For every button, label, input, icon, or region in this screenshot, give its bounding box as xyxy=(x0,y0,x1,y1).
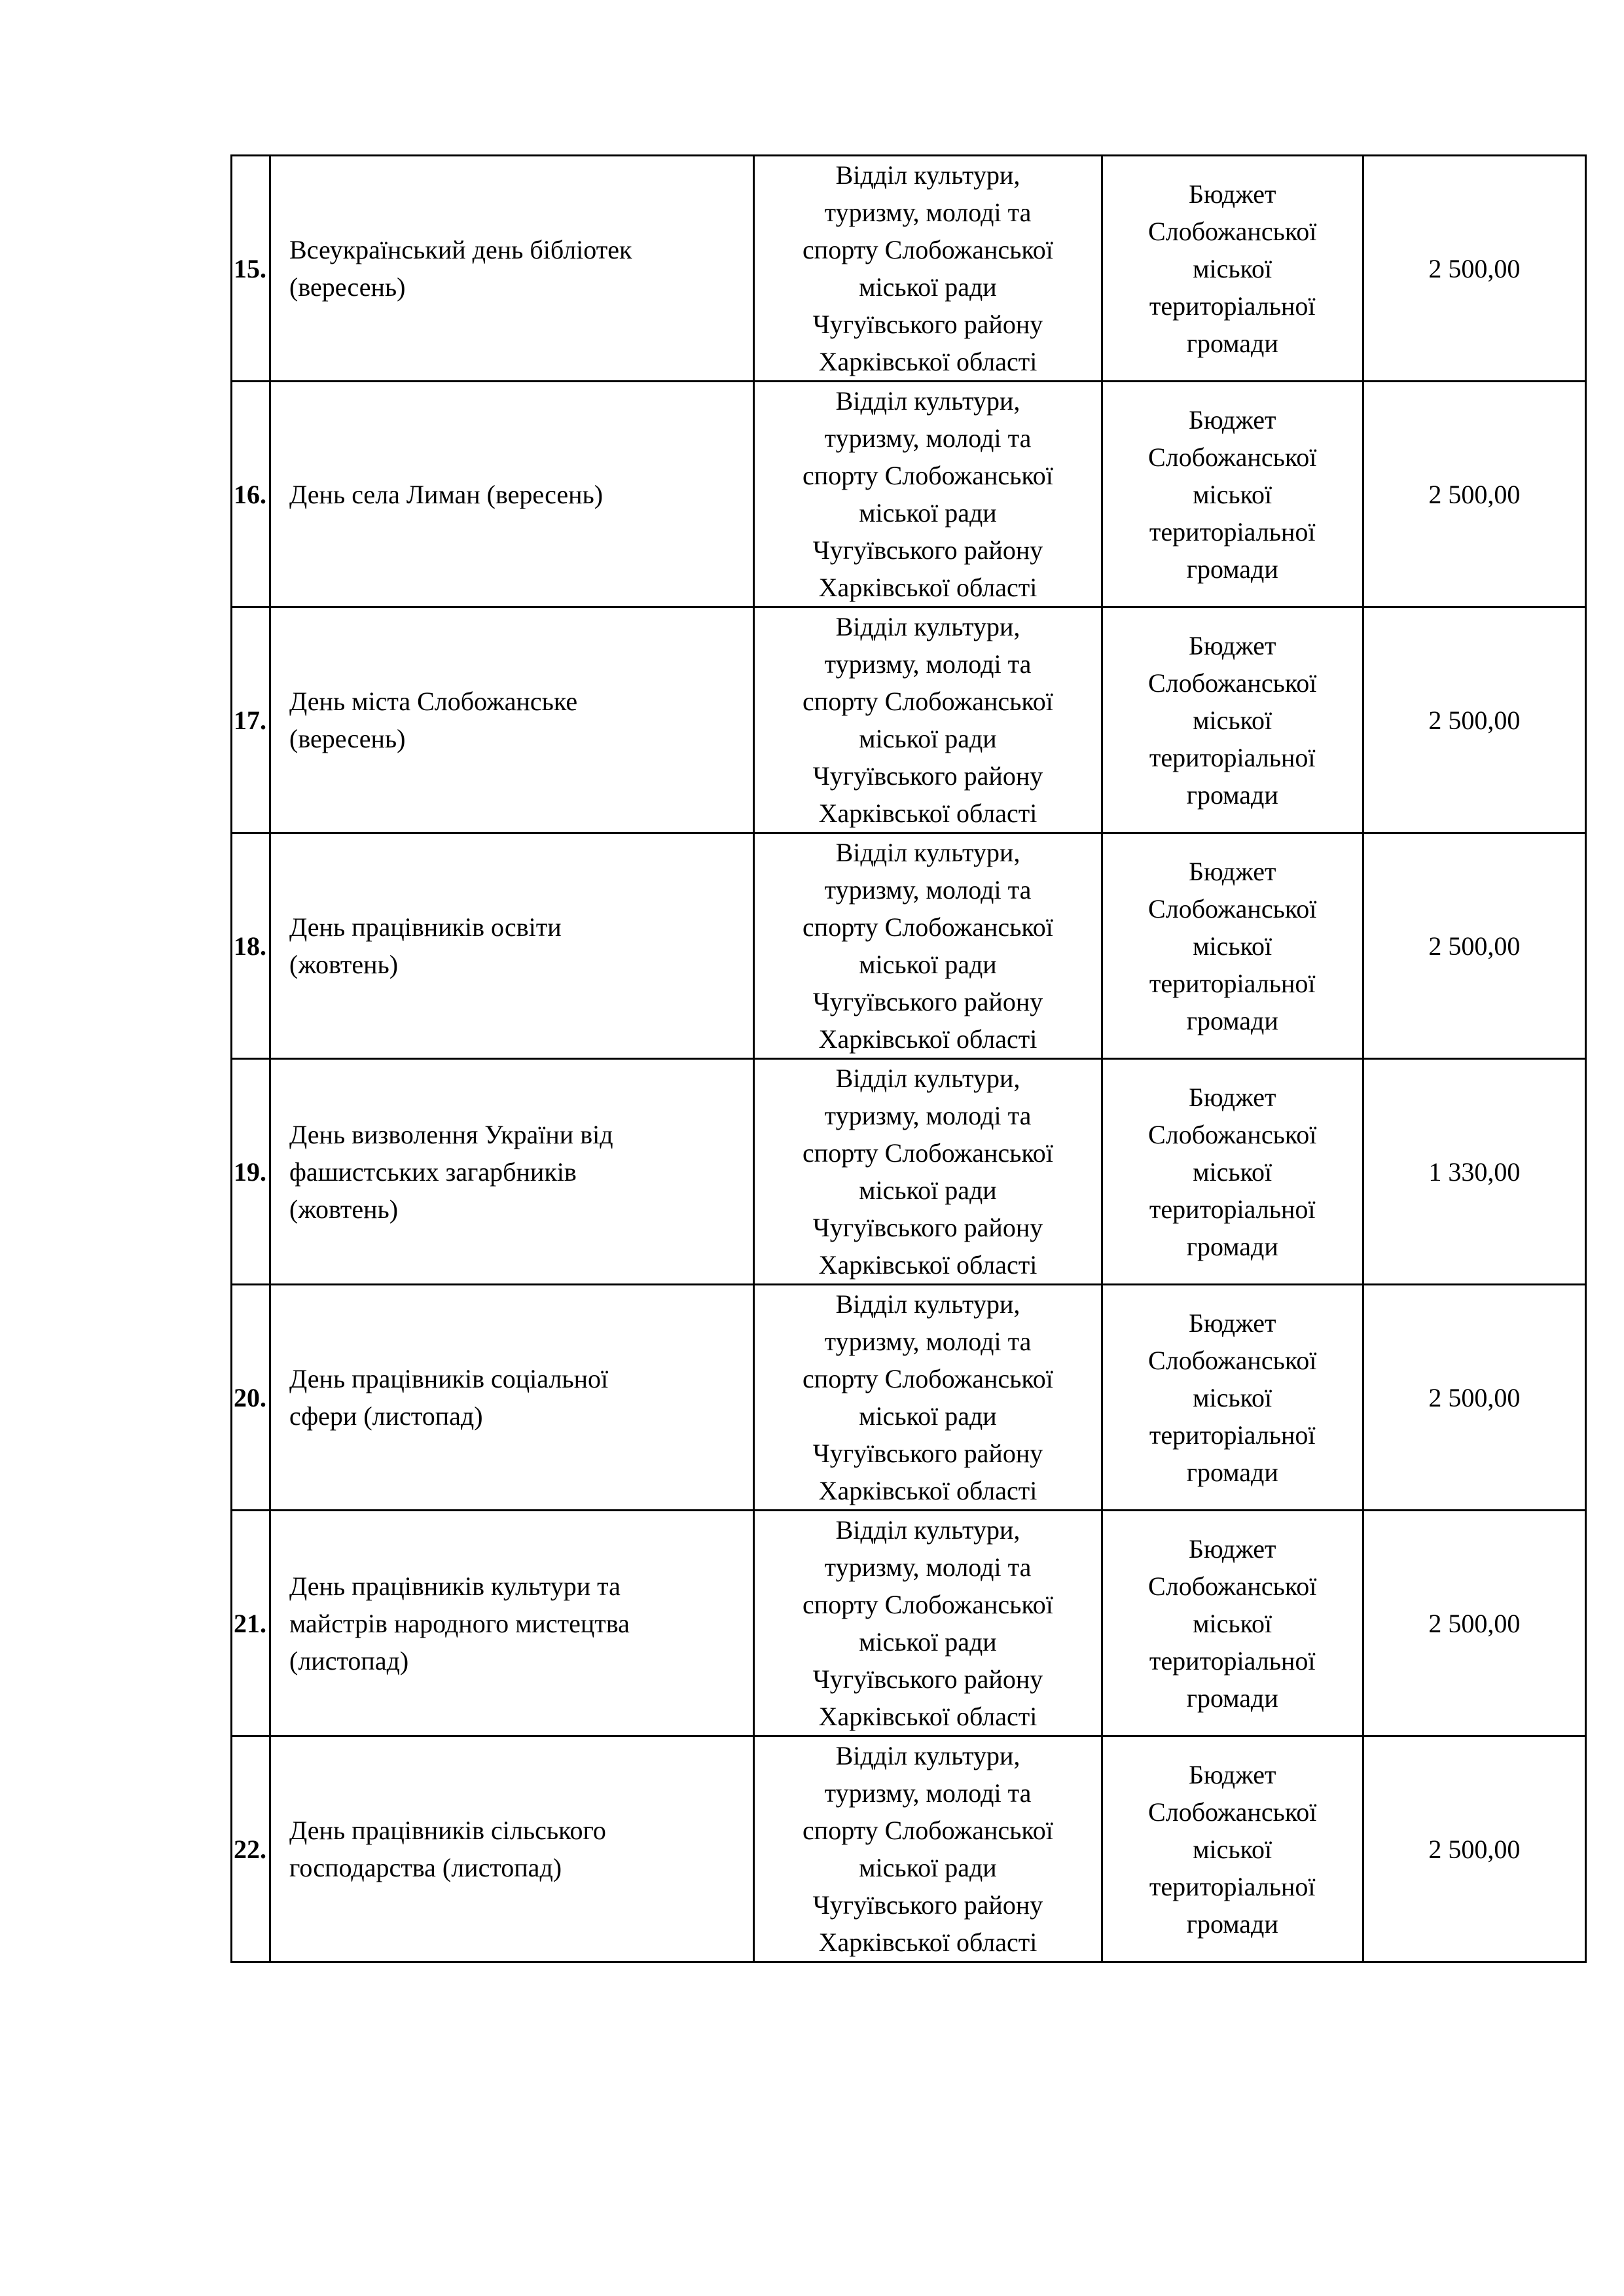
executor-line: Чугуївського району xyxy=(812,535,1043,565)
funding-source-line: Слобожанської xyxy=(1148,668,1317,698)
funding-source-line: громади xyxy=(1186,1457,1278,1487)
table-row xyxy=(232,1511,1586,1736)
amount-cell: 2 500,00 xyxy=(1363,382,1585,607)
event-name-cell xyxy=(270,833,754,1059)
event-name-line: господарства (листопад) xyxy=(289,1853,562,1882)
row-number: 20. xyxy=(232,1285,270,1511)
funding-source-line: Бюджет xyxy=(1188,179,1276,209)
funding-source-line: Слобожанської xyxy=(1148,1119,1317,1149)
funding-source-line: територіальної xyxy=(1149,742,1316,772)
executor-cell xyxy=(754,1285,1102,1511)
funding-source-cell xyxy=(1102,1736,1363,1962)
event-name-line: сфери (листопад) xyxy=(289,1401,483,1431)
executor-line: Чугуївського району xyxy=(812,761,1043,791)
table-row xyxy=(232,1285,1586,1511)
event-name-line: День міста Слобожанське xyxy=(289,687,578,716)
funding-source-line: Бюджет xyxy=(1188,630,1276,660)
event-name-line: День села Лиман (вересень) xyxy=(289,479,604,509)
executor-line: туризму, молоді та xyxy=(824,1327,1032,1356)
table-row xyxy=(232,833,1586,1059)
funding-source-line: міської xyxy=(1193,931,1272,961)
executor-line: туризму, молоді та xyxy=(824,423,1032,453)
event-name-line: День визволення України від xyxy=(289,1119,613,1149)
amount-cell: 2 500,00 xyxy=(1363,833,1585,1059)
executor-line: міської ради xyxy=(859,498,997,528)
event-name-cell xyxy=(270,382,754,607)
funding-source-cell xyxy=(1102,1285,1363,1511)
funding-source-line: Слобожанської xyxy=(1148,1571,1317,1601)
table-body xyxy=(232,156,1586,1962)
event-name-line: Всеукраїнський день бібліотек xyxy=(289,235,632,264)
funding-source-line: громади xyxy=(1186,1683,1278,1713)
funding-source-line: територіальної xyxy=(1149,291,1316,321)
table-row xyxy=(232,382,1586,607)
executor-line: Відділ культури, xyxy=(835,1064,1020,1093)
funding-source-line: громади xyxy=(1186,780,1278,810)
executor-cell xyxy=(754,1511,1102,1736)
funding-source-line: міської xyxy=(1193,1608,1272,1638)
table-row xyxy=(232,1736,1586,1962)
executor-line: туризму, молоді та xyxy=(824,1101,1032,1130)
event-name-line: (вересень) xyxy=(289,724,406,753)
event-name-line: (жовтень) xyxy=(289,1194,399,1224)
executor-line: міської ради xyxy=(859,1175,997,1205)
executor-line: міської ради xyxy=(859,1401,997,1431)
event-name-cell xyxy=(270,1285,754,1511)
executor-line: Відділ культури, xyxy=(835,1515,1020,1545)
funding-source-line: громади xyxy=(1186,1231,1278,1261)
funding-source-line: громади xyxy=(1186,328,1278,358)
events-budget-table xyxy=(230,154,1587,1963)
event-name-cell xyxy=(270,1511,754,1736)
funding-source-line: міської xyxy=(1193,1157,1272,1187)
executor-line: Харківської області xyxy=(818,347,1038,376)
event-name-cell xyxy=(270,156,754,382)
row-number: 19. xyxy=(232,1059,270,1285)
executor-line: туризму, молоді та xyxy=(824,198,1032,227)
executor-cell xyxy=(754,1736,1102,1962)
funding-source-line: міської xyxy=(1193,1382,1272,1412)
executor-line: туризму, молоді та xyxy=(824,1778,1032,1808)
event-name-line: майстрів народного мистецтва xyxy=(289,1608,630,1638)
amount-cell: 2 500,00 xyxy=(1363,1511,1585,1736)
funding-source-cell xyxy=(1102,833,1363,1059)
funding-source-line: територіальної xyxy=(1149,1871,1316,1901)
event-name-line: (листопад) xyxy=(289,1645,409,1676)
executor-line: Харківської області xyxy=(818,1476,1038,1505)
funding-source-line: міської xyxy=(1193,479,1272,509)
executor-line: Відділ культури, xyxy=(835,160,1020,190)
executor-line: Відділ культури, xyxy=(835,386,1020,416)
executor-line: Харківської області xyxy=(818,798,1038,828)
event-name-line: День працівників освіти xyxy=(289,912,562,942)
funding-source-line: Бюджет xyxy=(1188,404,1276,435)
executor-line: Відділ культури, xyxy=(835,838,1020,867)
executor-cell xyxy=(754,833,1102,1059)
amount-cell: 1 330,00 xyxy=(1363,1059,1585,1285)
executor-line: Відділ культури, xyxy=(835,1289,1020,1319)
executor-cell xyxy=(754,1059,1102,1285)
executor-line: спорту Слобожанської xyxy=(803,912,1053,942)
funding-source-line: міської xyxy=(1193,1834,1272,1864)
row-number: 17. xyxy=(232,607,270,833)
executor-line: туризму, молоді та xyxy=(824,875,1032,905)
executor-line: Чугуївського району xyxy=(812,1439,1043,1468)
funding-source-line: Слобожанської xyxy=(1148,893,1317,924)
executor-cell xyxy=(754,156,1102,382)
funding-source-line: громади xyxy=(1186,1909,1278,1939)
executor-cell xyxy=(754,382,1102,607)
funding-source-cell xyxy=(1102,382,1363,607)
table-row xyxy=(232,156,1586,382)
funding-source-line: територіальної xyxy=(1149,968,1316,998)
executor-line: Харківської області xyxy=(818,1024,1038,1054)
funding-source-line: міської xyxy=(1193,705,1272,735)
row-number: 22. xyxy=(232,1736,270,1962)
event-name-line: фашистських загарбників xyxy=(289,1157,577,1187)
executor-line: спорту Слобожанської xyxy=(803,1138,1053,1168)
executor-line: Відділ культури, xyxy=(835,1741,1020,1770)
funding-source-cell xyxy=(1102,1511,1363,1736)
funding-source-cell xyxy=(1102,156,1363,382)
executor-line: спорту Слобожанської xyxy=(803,235,1053,264)
funding-source-line: громади xyxy=(1186,554,1278,584)
event-name-line: (вересень) xyxy=(289,272,406,302)
executor-line: Харківської області xyxy=(818,1702,1038,1731)
executor-line: Чугуївського району xyxy=(812,310,1043,339)
funding-source-cell xyxy=(1102,607,1363,833)
executor-line: міської ради xyxy=(859,1627,997,1657)
funding-source-line: Слобожанської xyxy=(1148,1345,1317,1375)
funding-source-line: міської xyxy=(1193,253,1272,283)
executor-line: Чугуївського району xyxy=(812,987,1043,1016)
executor-line: туризму, молоді та xyxy=(824,1552,1032,1582)
event-name-cell xyxy=(270,607,754,833)
funding-source-line: Слобожанської xyxy=(1148,216,1317,246)
event-name-cell xyxy=(270,1059,754,1285)
executor-line: міської ради xyxy=(859,1853,997,1882)
event-name-line: День працівників культури та xyxy=(289,1571,621,1601)
amount-cell: 2 500,00 xyxy=(1363,156,1585,382)
row-number: 16. xyxy=(232,382,270,607)
executor-line: Харківської області xyxy=(818,1250,1038,1280)
event-name-line: (жовтень) xyxy=(289,950,399,979)
event-name-cell xyxy=(270,1736,754,1962)
funding-source-line: територіальної xyxy=(1149,1420,1316,1450)
row-number: 18. xyxy=(232,833,270,1059)
executor-line: туризму, молоді та xyxy=(824,649,1032,679)
executor-line: спорту Слобожанської xyxy=(803,1816,1053,1845)
funding-source-line: Бюджет xyxy=(1188,1308,1276,1338)
executor-line: Чугуївського району xyxy=(812,1664,1043,1694)
funding-source-line: територіальної xyxy=(1149,1645,1316,1676)
event-name-line: День працівників соціальної xyxy=(289,1364,609,1393)
funding-source-line: Слобожанської xyxy=(1148,442,1317,472)
executor-line: Відділ культури, xyxy=(835,612,1020,641)
table-row xyxy=(232,607,1586,833)
funding-source-line: Бюджет xyxy=(1188,856,1276,886)
executor-line: міської ради xyxy=(859,950,997,979)
executor-line: спорту Слобожанської xyxy=(803,687,1053,716)
amount-cell: 2 500,00 xyxy=(1363,607,1585,833)
table-row xyxy=(232,1059,1586,1285)
executor-line: Харківської області xyxy=(818,1928,1038,1957)
executor-line: Чугуївського району xyxy=(812,1890,1043,1920)
executor-line: спорту Слобожанської xyxy=(803,1590,1053,1619)
funding-source-line: Бюджет xyxy=(1188,1534,1276,1564)
funding-source-line: Бюджет xyxy=(1188,1082,1276,1112)
funding-source-line: Слобожанської xyxy=(1148,1797,1317,1827)
funding-source-line: територіальної xyxy=(1149,516,1316,547)
row-number: 15. xyxy=(232,156,270,382)
row-number: 21. xyxy=(232,1511,270,1736)
funding-source-line: громади xyxy=(1186,1005,1278,1035)
executor-line: міської ради xyxy=(859,724,997,753)
executor-line: Чугуївського району xyxy=(812,1213,1043,1242)
executor-line: Харківської області xyxy=(818,573,1038,602)
funding-source-cell xyxy=(1102,1059,1363,1285)
event-name-line: День працівників сільського xyxy=(289,1816,606,1845)
amount-cell: 2 500,00 xyxy=(1363,1285,1585,1511)
executor-cell xyxy=(754,607,1102,833)
amount-cell: 2 500,00 xyxy=(1363,1736,1585,1962)
executor-line: спорту Слобожанської xyxy=(803,1364,1053,1393)
executor-line: міської ради xyxy=(859,272,997,302)
funding-source-line: територіальної xyxy=(1149,1194,1316,1224)
executor-line: спорту Слобожанської xyxy=(803,461,1053,490)
funding-source-line: Бюджет xyxy=(1188,1759,1276,1789)
